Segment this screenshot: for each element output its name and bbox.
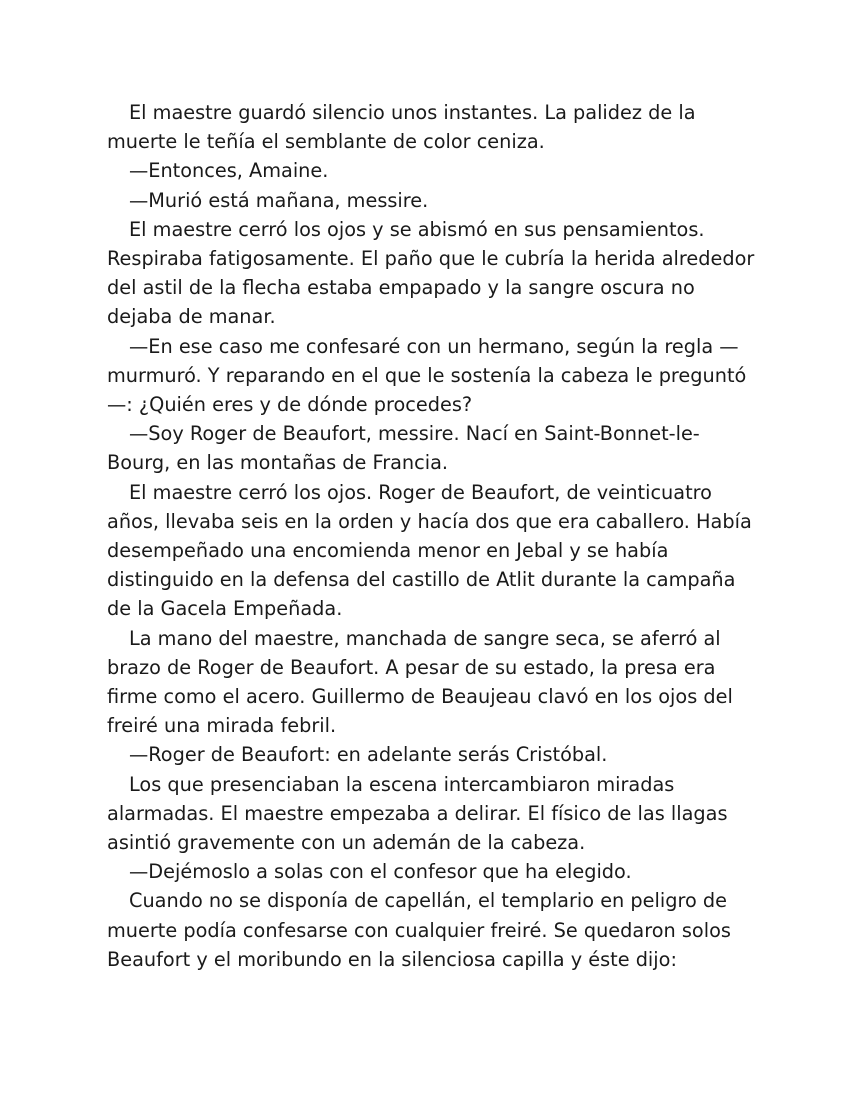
paragraph: —Dejémoslo a solas con el confesor que ha elegido.	[129, 860, 632, 884]
paragraph: Cuando no se disponía de capellán, el templario en peligro de muerte podía confesarse con cualquier freiré. Se quedaron solos Beaufort y el moribundo en la silenciosa capilla y éste dijo:	[107, 889, 731, 971]
paragraph: El maestre cerró los ojos. Roger de Beaufort, de veinticuatro años, llevaba seis en la orden y hacía dos que era caballero. Había desempeñado una encomienda menor en Jebal y se había distinguido en la defensa del castillo de Atlit durante la campaña de la Gacela Empeñada.	[107, 480, 752, 621]
paragraph: —Murió está mañana, messire.	[129, 188, 429, 212]
paragraph: El maestre cerró los ojos y se abismó en sus pensamientos. Respiraba fatigosamente. El paño que le cubría la herida alrededor del astil de la flecha estaba empapado y la sangre oscura no dejaba de manar.	[107, 217, 755, 329]
paragraph: —Soy Roger de Beaufort, messire. Nací en Saint-Bonnet-le-Bourg, en las montañas de Francia.	[107, 422, 700, 475]
paragraph: La mano del maestre, manchada de sangre seca, se aferró al brazo de Roger de Beaufort. A pesar de su estado, la presa era firme como el acero. Guillermo de Beaujeau clavó en los ojos del freiré una mirada febril.	[107, 626, 733, 738]
paragraph: El maestre guardó silencio unos instantes. La palidez de la muerte le teñía el semblante de color ceniza.	[107, 101, 696, 154]
paragraph: Los que presenciaban la escena intercambiaron miradas alarmadas. El maestre empezaba a delirar. El físico de las llagas asintió gravemente con un ademán de la cabeza.	[107, 772, 728, 855]
document-page	[107, 98, 757, 974]
paragraph: —Roger de Beaufort: en adelante serás Cristóbal.	[129, 743, 608, 767]
paragraph: —En ese caso me confesaré con un hermano, según la regla —murmuró. Y reparando en el que le sostenía la cabeza le preguntó—: ¿Quién eres y de dónde procedes?	[107, 334, 747, 417]
paragraph: —Entonces, Amaine.	[129, 159, 329, 183]
